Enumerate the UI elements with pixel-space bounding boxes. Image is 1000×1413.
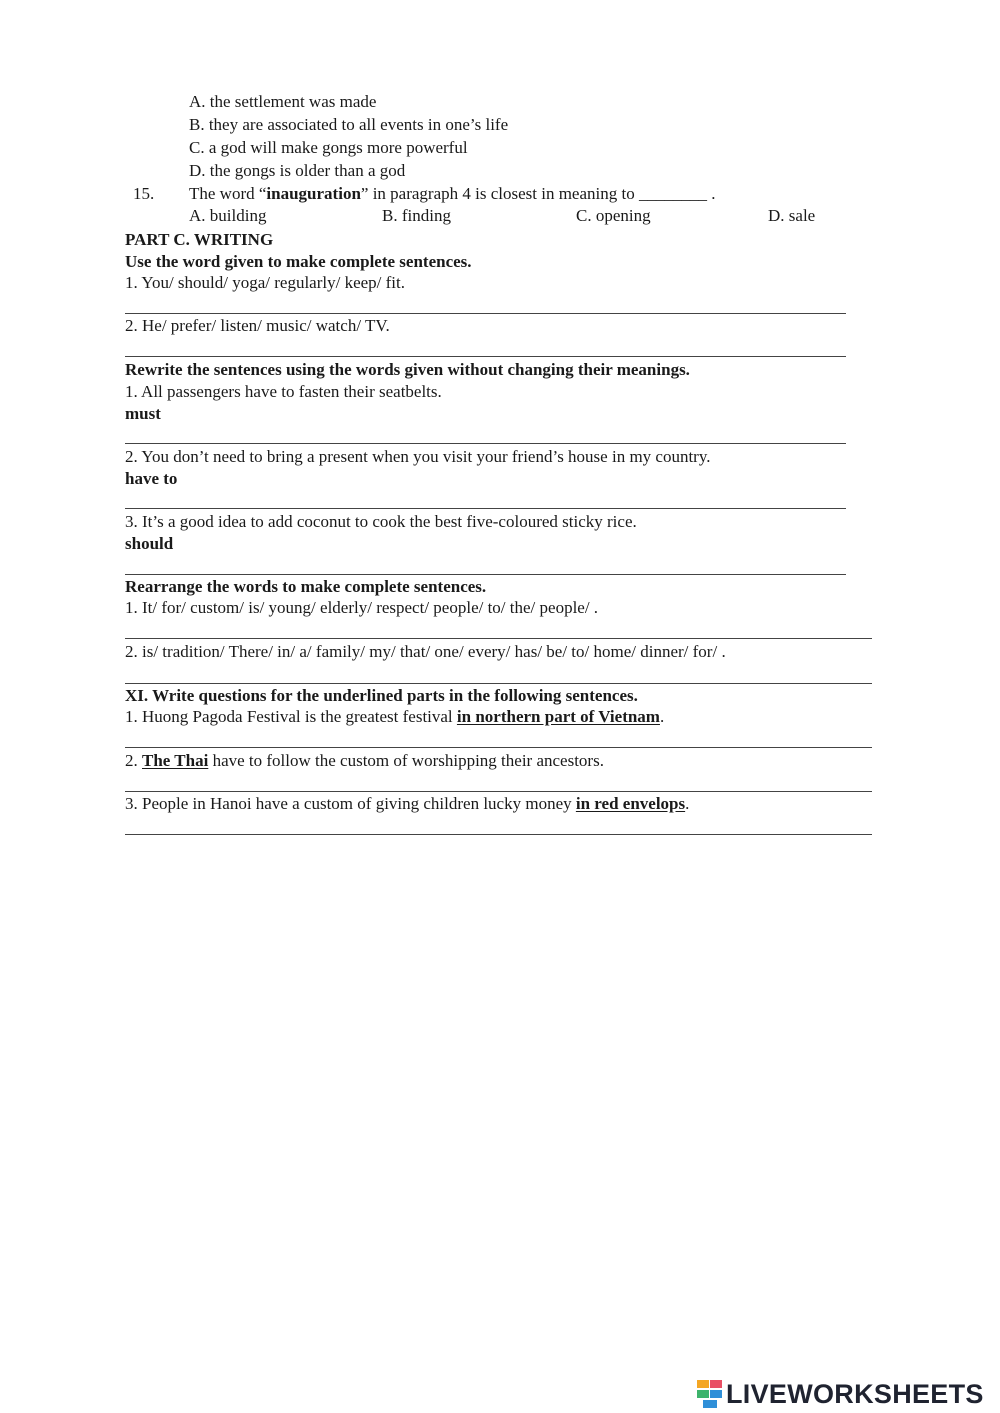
q14-option-d: D. the gongs is older than a god <box>189 161 406 180</box>
answer-line[interactable] <box>125 791 872 792</box>
logo-icon <box>697 1380 723 1408</box>
q15-option-b: B. finding <box>382 206 451 225</box>
question-3-before: 3. People in Hanoi have a custom of giving children lucky money <box>125 794 576 813</box>
logo-square-5 <box>703 1400 717 1408</box>
question-2-before: 2. <box>125 751 142 770</box>
question-1-underlined: in northern part of Vietnam <box>456 707 660 726</box>
logo-square-1 <box>697 1380 709 1388</box>
q15-stem <box>189 184 715 204</box>
q15-stem-before: The word “ <box>189 184 267 203</box>
q15-option-c: C. opening <box>576 206 651 225</box>
rewrite-item-2: 2. You don’t need to bring a present when you visit your friend’s house in my country. <box>125 447 711 466</box>
q15-stem-after: ” in paragraph 4 is closest in meaning to ________ . <box>360 184 716 203</box>
question-item-1 <box>125 707 664 727</box>
q15-number: 15. <box>133 184 155 203</box>
question-3-underlined: in red envelops <box>575 794 686 813</box>
q15-option-a: A. building <box>189 206 267 225</box>
question-1-after: . <box>659 707 665 726</box>
logo-square-3 <box>697 1390 709 1398</box>
answer-line[interactable] <box>125 443 846 444</box>
logo-square-4 <box>710 1390 722 1398</box>
use-words-heading: Use the word given to make complete sentences. <box>125 252 472 271</box>
answer-line[interactable] <box>125 356 846 357</box>
use-words-item-2: 2. He/ prefer/ listen/ music/ watch/ TV. <box>125 316 390 335</box>
question-item-3 <box>125 794 689 814</box>
question-1-before: 1. Huong Pagoda Festival is the greatest festival <box>125 707 457 726</box>
question-2-underlined: The Thai <box>142 751 209 770</box>
answer-line[interactable] <box>125 508 846 509</box>
rewrite-word-1: must <box>125 404 161 423</box>
answer-line[interactable] <box>125 683 872 684</box>
logo-text: LIVEWORKSHEETS <box>726 1378 984 1409</box>
question-item-2 <box>125 751 604 771</box>
question-3-after: . <box>685 794 690 813</box>
question-2-after: have to follow the custom of worshipping their ancestors. <box>208 751 604 770</box>
use-words-item-1: 1. You/ should/ yoga/ regularly/ keep/ fit. <box>125 273 406 292</box>
rewrite-word-3: should <box>125 534 174 553</box>
part-c-heading: PART C. WRITING <box>125 230 274 249</box>
answer-line[interactable] <box>125 638 872 639</box>
q15-keyword: inauguration <box>266 184 361 203</box>
answer-line[interactable] <box>125 747 872 748</box>
rewrite-item-1: 1. All passengers have to fasten their seatbelts. <box>125 382 442 401</box>
rearrange-heading: Rearrange the words to make complete sentences. <box>125 577 487 596</box>
answer-line[interactable] <box>125 574 846 575</box>
q15-option-d: D. sale <box>768 206 816 225</box>
rearrange-item-1: 1. It/ for/ custom/ is/ young/ elderly/ respect/ people/ to/ the/ people/ . <box>125 598 599 617</box>
logo-square-2 <box>710 1380 722 1388</box>
liveworksheets-logo <box>697 1378 984 1410</box>
rearrange-item-2: 2. is/ tradition/ There/ in/ a/ family/ my/ that/ one/ every/ has/ be/ to/ home/ dinner/ for/ . <box>125 642 726 661</box>
rewrite-item-3: 3. It’s a good idea to add coconut to cook the best five-coloured sticky rice. <box>125 512 637 531</box>
answer-line[interactable] <box>125 834 872 835</box>
q14-option-a: A. the settlement was made <box>189 92 377 111</box>
rewrite-word-2: have to <box>125 469 178 488</box>
rewrite-heading: Rewrite the sentences using the words given without changing their meanings. <box>125 360 690 379</box>
q14-option-b: B. they are associated to all events in one’s life <box>189 115 509 134</box>
answer-line[interactable] <box>125 313 846 314</box>
questions-heading: XI. Write questions for the underlined parts in the following sentences. <box>125 686 638 705</box>
q14-option-c: C. a god will make gongs more powerful <box>189 138 468 157</box>
